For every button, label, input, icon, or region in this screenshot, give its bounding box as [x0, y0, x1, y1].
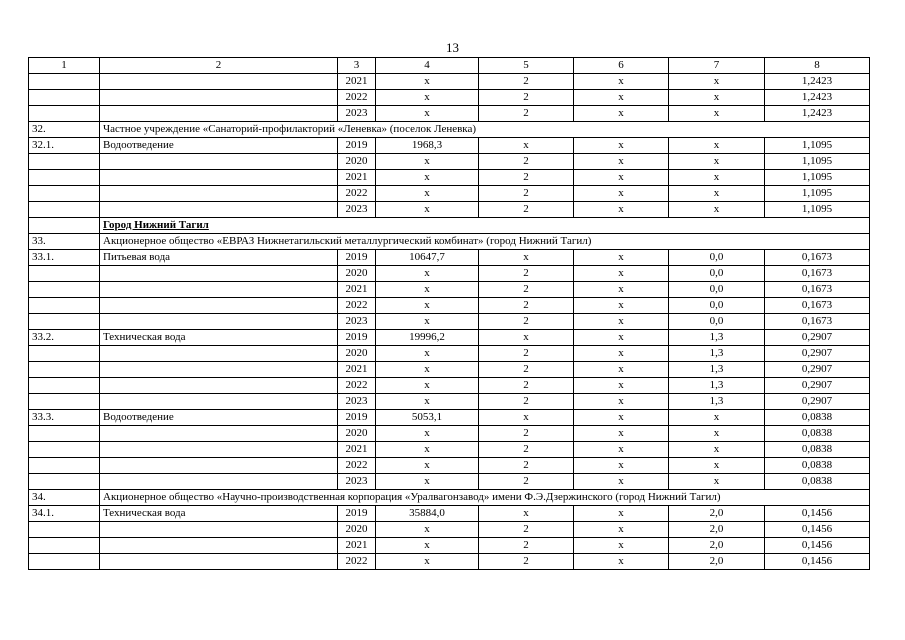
col7-cell: х: [669, 90, 765, 106]
col6-cell: х: [574, 362, 669, 378]
year-cell: 2020: [338, 522, 376, 538]
section-title-cell: Город Нижний Тагил: [100, 218, 870, 234]
volume-cell: х: [376, 362, 479, 378]
item-number-cell: [29, 170, 100, 186]
col6-cell: х: [574, 474, 669, 490]
item-name-cell: [100, 298, 338, 314]
item-name-cell: Техническая вода: [100, 506, 338, 522]
volume-cell: х: [376, 426, 479, 442]
col5-cell: 2: [479, 362, 574, 378]
table-row: [29, 394, 870, 410]
year-cell: 2021: [338, 282, 376, 298]
item-number-cell: [29, 282, 100, 298]
col5-cell: 2: [479, 426, 574, 442]
item-number-cell: [29, 474, 100, 490]
org-row: [29, 122, 870, 138]
year-cell: 2020: [338, 266, 376, 282]
table-row: [29, 330, 870, 346]
year-cell: 2020: [338, 426, 376, 442]
value-cell: 0,1673: [765, 298, 870, 314]
col7-cell: х: [669, 202, 765, 218]
year-cell: 2023: [338, 202, 376, 218]
item-name-cell: [100, 282, 338, 298]
item-name-cell: [100, 106, 338, 122]
table-row: [29, 170, 870, 186]
year-cell: 2022: [338, 378, 376, 394]
value-cell: 0,1673: [765, 250, 870, 266]
volume-cell: 5053,1: [376, 410, 479, 426]
item-name-cell: [100, 474, 338, 490]
value-cell: 1,2423: [765, 90, 870, 106]
header-cell: 3: [338, 58, 376, 74]
item-number-cell: [29, 314, 100, 330]
year-cell: 2022: [338, 90, 376, 106]
value-cell: 0,1673: [765, 314, 870, 330]
year-cell: 2021: [338, 170, 376, 186]
item-number-cell: [29, 154, 100, 170]
item-number-cell: [29, 442, 100, 458]
volume-cell: 19996,2: [376, 330, 479, 346]
table-row: [29, 106, 870, 122]
table-row: [29, 506, 870, 522]
header-cell: 6: [574, 58, 669, 74]
table-row: [29, 410, 870, 426]
volume-cell: х: [376, 522, 479, 538]
item-number-cell: [29, 554, 100, 570]
item-name-cell: [100, 170, 338, 186]
item-name-cell: [100, 346, 338, 362]
table-row: [29, 458, 870, 474]
col5-cell: 2: [479, 154, 574, 170]
col7-cell: х: [669, 426, 765, 442]
item-name-cell: [100, 554, 338, 570]
volume-cell: х: [376, 474, 479, 490]
item-name-cell: [100, 90, 338, 106]
col5-cell: 2: [479, 106, 574, 122]
value-cell: 0,2907: [765, 362, 870, 378]
item-number-cell: 34.: [29, 490, 100, 506]
org-title-cell: Акционерное общество «ЕВРАЗ Нижнетагильский металлургический комбинат» (город Нижний Тагил): [100, 234, 870, 250]
item-number-cell: [29, 74, 100, 90]
volume-cell: х: [376, 74, 479, 90]
item-name-cell: [100, 394, 338, 410]
item-number-cell: 32.: [29, 122, 100, 138]
col6-cell: х: [574, 186, 669, 202]
col7-cell: 0,0: [669, 250, 765, 266]
org-row: [29, 234, 870, 250]
item-number-cell: [29, 90, 100, 106]
volume-cell: 35884,0: [376, 506, 479, 522]
col6-cell: х: [574, 314, 669, 330]
item-number-cell: [29, 362, 100, 378]
col5-cell: 2: [479, 474, 574, 490]
year-cell: 2023: [338, 314, 376, 330]
value-cell: 0,0838: [765, 474, 870, 490]
col5-cell: 2: [479, 442, 574, 458]
col6-cell: х: [574, 170, 669, 186]
volume-cell: х: [376, 170, 479, 186]
col5-cell: х: [479, 410, 574, 426]
item-name-cell: [100, 522, 338, 538]
col7-cell: х: [669, 138, 765, 154]
col6-cell: х: [574, 330, 669, 346]
col5-cell: 2: [479, 346, 574, 362]
item-number-cell: 34.1.: [29, 506, 100, 522]
header-cell: 7: [669, 58, 765, 74]
volume-cell: 1968,3: [376, 138, 479, 154]
col6-cell: х: [574, 426, 669, 442]
table-row: [29, 538, 870, 554]
col5-cell: 2: [479, 202, 574, 218]
item-number-cell: [29, 202, 100, 218]
table-row: [29, 138, 870, 154]
col7-cell: х: [669, 410, 765, 426]
col7-cell: 2,0: [669, 522, 765, 538]
table-row: [29, 186, 870, 202]
item-number-cell: [29, 538, 100, 554]
volume-cell: х: [376, 154, 479, 170]
year-cell: 2022: [338, 298, 376, 314]
col7-cell: х: [669, 74, 765, 90]
col6-cell: х: [574, 266, 669, 282]
header-cell: 1: [29, 58, 100, 74]
item-number-cell: [29, 378, 100, 394]
col6-cell: х: [574, 202, 669, 218]
value-cell: 0,2907: [765, 394, 870, 410]
table-row: [29, 266, 870, 282]
col5-cell: 2: [479, 554, 574, 570]
table-row: [29, 282, 870, 298]
value-cell: 1,1095: [765, 170, 870, 186]
value-cell: 1,2423: [765, 106, 870, 122]
col5-cell: 2: [479, 266, 574, 282]
value-cell: 0,2907: [765, 378, 870, 394]
volume-cell: х: [376, 538, 479, 554]
value-cell: 0,2907: [765, 346, 870, 362]
year-cell: 2023: [338, 394, 376, 410]
header-cell: 2: [100, 58, 338, 74]
col5-cell: 2: [479, 90, 574, 106]
value-cell: 0,1456: [765, 506, 870, 522]
item-name-cell: [100, 538, 338, 554]
value-cell: 0,0838: [765, 442, 870, 458]
item-name-cell: [100, 426, 338, 442]
col5-cell: х: [479, 138, 574, 154]
col5-cell: 2: [479, 74, 574, 90]
col6-cell: х: [574, 442, 669, 458]
col6-cell: х: [574, 250, 669, 266]
item-number-cell: 32.1.: [29, 138, 100, 154]
table-row: [29, 362, 870, 378]
volume-cell: х: [376, 458, 479, 474]
year-cell: 2019: [338, 330, 376, 346]
col5-cell: х: [479, 506, 574, 522]
col7-cell: 1,3: [669, 346, 765, 362]
year-cell: 2021: [338, 442, 376, 458]
year-cell: 2019: [338, 410, 376, 426]
value-cell: 0,0838: [765, 410, 870, 426]
col7-cell: 1,3: [669, 330, 765, 346]
col6-cell: х: [574, 506, 669, 522]
table-row: [29, 250, 870, 266]
value-cell: 1,1095: [765, 202, 870, 218]
col7-cell: х: [669, 442, 765, 458]
volume-cell: х: [376, 282, 479, 298]
header-row: [29, 58, 870, 74]
value-cell: 0,0838: [765, 426, 870, 442]
col5-cell: 2: [479, 522, 574, 538]
table-row: [29, 346, 870, 362]
col7-cell: 0,0: [669, 282, 765, 298]
col6-cell: х: [574, 138, 669, 154]
org-title-cell: Частное учреждение «Санаторий-профилакторий «Леневка» (поселок Леневка): [100, 122, 870, 138]
year-cell: 2021: [338, 74, 376, 90]
value-cell: 0,1673: [765, 282, 870, 298]
item-number-cell: [29, 458, 100, 474]
volume-cell: х: [376, 90, 479, 106]
col7-cell: х: [669, 170, 765, 186]
item-number-cell: 33.3.: [29, 410, 100, 426]
item-name-cell: Водоотведение: [100, 138, 338, 154]
year-cell: 2022: [338, 458, 376, 474]
value-cell: 1,2423: [765, 74, 870, 90]
col5-cell: 2: [479, 314, 574, 330]
year-cell: 2023: [338, 106, 376, 122]
year-cell: 2023: [338, 474, 376, 490]
col6-cell: х: [574, 554, 669, 570]
volume-cell: х: [376, 442, 479, 458]
table-row: [29, 554, 870, 570]
col5-cell: 2: [479, 186, 574, 202]
table-row: [29, 426, 870, 442]
col7-cell: х: [669, 106, 765, 122]
col7-cell: 2,0: [669, 506, 765, 522]
col6-cell: х: [574, 74, 669, 90]
item-name-cell: [100, 202, 338, 218]
volume-cell: х: [376, 202, 479, 218]
item-number-cell: [29, 186, 100, 202]
col6-cell: х: [574, 90, 669, 106]
item-name-cell: [100, 442, 338, 458]
year-cell: 2022: [338, 186, 376, 202]
year-cell: 2020: [338, 346, 376, 362]
empty-cell: [29, 218, 100, 234]
volume-cell: х: [376, 266, 479, 282]
col5-cell: 2: [479, 394, 574, 410]
item-number-cell: [29, 394, 100, 410]
value-cell: 1,1095: [765, 186, 870, 202]
item-name-cell: [100, 266, 338, 282]
year-cell: 2019: [338, 138, 376, 154]
volume-cell: х: [376, 186, 479, 202]
item-name-cell: [100, 186, 338, 202]
value-cell: 0,2907: [765, 330, 870, 346]
col7-cell: х: [669, 458, 765, 474]
col7-cell: 1,3: [669, 362, 765, 378]
item-name-cell: Питьевая вода: [100, 250, 338, 266]
item-name-cell: [100, 362, 338, 378]
col5-cell: 2: [479, 538, 574, 554]
page-number: 13: [446, 40, 459, 55]
col6-cell: х: [574, 538, 669, 554]
item-number-cell: [29, 298, 100, 314]
value-cell: 0,1456: [765, 538, 870, 554]
volume-cell: х: [376, 298, 479, 314]
table-row: [29, 378, 870, 394]
col5-cell: х: [479, 250, 574, 266]
item-number-cell: 33.2.: [29, 330, 100, 346]
table-row: [29, 74, 870, 90]
year-cell: 2021: [338, 538, 376, 554]
col7-cell: 0,0: [669, 266, 765, 282]
table-row: [29, 474, 870, 490]
col6-cell: х: [574, 458, 669, 474]
item-name-cell: [100, 314, 338, 330]
col6-cell: х: [574, 346, 669, 362]
col5-cell: 2: [479, 282, 574, 298]
table-row: [29, 154, 870, 170]
value-cell: 0,1673: [765, 266, 870, 282]
volume-cell: х: [376, 346, 479, 362]
value-cell: 0,1456: [765, 554, 870, 570]
table-body: [29, 58, 870, 570]
col6-cell: х: [574, 154, 669, 170]
table-row: [29, 522, 870, 538]
value-cell: 1,1095: [765, 154, 870, 170]
item-number-cell: [29, 426, 100, 442]
item-name-cell: [100, 458, 338, 474]
year-cell: 2021: [338, 362, 376, 378]
section-row: [29, 218, 870, 234]
table-row: [29, 202, 870, 218]
org-title-cell: Акционерное общество «Научно-производственная корпорация «Уралвагонзавод» имени Ф.Э.Дзержинского (город Нижний Тагил): [100, 490, 870, 506]
org-row: [29, 490, 870, 506]
value-cell: 0,1456: [765, 522, 870, 538]
volume-cell: х: [376, 394, 479, 410]
volume-cell: х: [376, 378, 479, 394]
col7-cell: х: [669, 154, 765, 170]
tariff-table: [28, 57, 870, 570]
col6-cell: х: [574, 106, 669, 122]
col5-cell: 2: [479, 378, 574, 394]
col7-cell: 0,0: [669, 298, 765, 314]
col5-cell: 2: [479, 458, 574, 474]
col7-cell: х: [669, 474, 765, 490]
item-number-cell: 33.: [29, 234, 100, 250]
col7-cell: 1,3: [669, 394, 765, 410]
volume-cell: 10647,7: [376, 250, 479, 266]
col6-cell: х: [574, 522, 669, 538]
item-number-cell: [29, 522, 100, 538]
table-row: [29, 314, 870, 330]
item-number-cell: 33.1.: [29, 250, 100, 266]
year-cell: 2022: [338, 554, 376, 570]
item-name-cell: Техническая вода: [100, 330, 338, 346]
volume-cell: х: [376, 314, 479, 330]
header-cell: 5: [479, 58, 574, 74]
item-name-cell: [100, 378, 338, 394]
item-name-cell: [100, 74, 338, 90]
header-cell: 8: [765, 58, 870, 74]
table-row: [29, 298, 870, 314]
volume-cell: х: [376, 554, 479, 570]
col6-cell: х: [574, 378, 669, 394]
year-cell: 2020: [338, 154, 376, 170]
item-name-cell: Водоотведение: [100, 410, 338, 426]
year-cell: 2019: [338, 250, 376, 266]
col7-cell: х: [669, 186, 765, 202]
item-number-cell: [29, 266, 100, 282]
col5-cell: х: [479, 330, 574, 346]
col7-cell: 2,0: [669, 538, 765, 554]
value-cell: 0,0838: [765, 458, 870, 474]
col6-cell: х: [574, 410, 669, 426]
volume-cell: х: [376, 106, 479, 122]
col7-cell: 2,0: [669, 554, 765, 570]
col5-cell: 2: [479, 298, 574, 314]
col6-cell: х: [574, 298, 669, 314]
table-row: [29, 442, 870, 458]
value-cell: 1,1095: [765, 138, 870, 154]
year-cell: 2019: [338, 506, 376, 522]
item-number-cell: [29, 106, 100, 122]
col7-cell: 1,3: [669, 378, 765, 394]
col5-cell: 2: [479, 170, 574, 186]
col6-cell: х: [574, 282, 669, 298]
col7-cell: 0,0: [669, 314, 765, 330]
item-name-cell: [100, 154, 338, 170]
table-row: [29, 90, 870, 106]
item-number-cell: [29, 346, 100, 362]
header-cell: 4: [376, 58, 479, 74]
col6-cell: х: [574, 394, 669, 410]
